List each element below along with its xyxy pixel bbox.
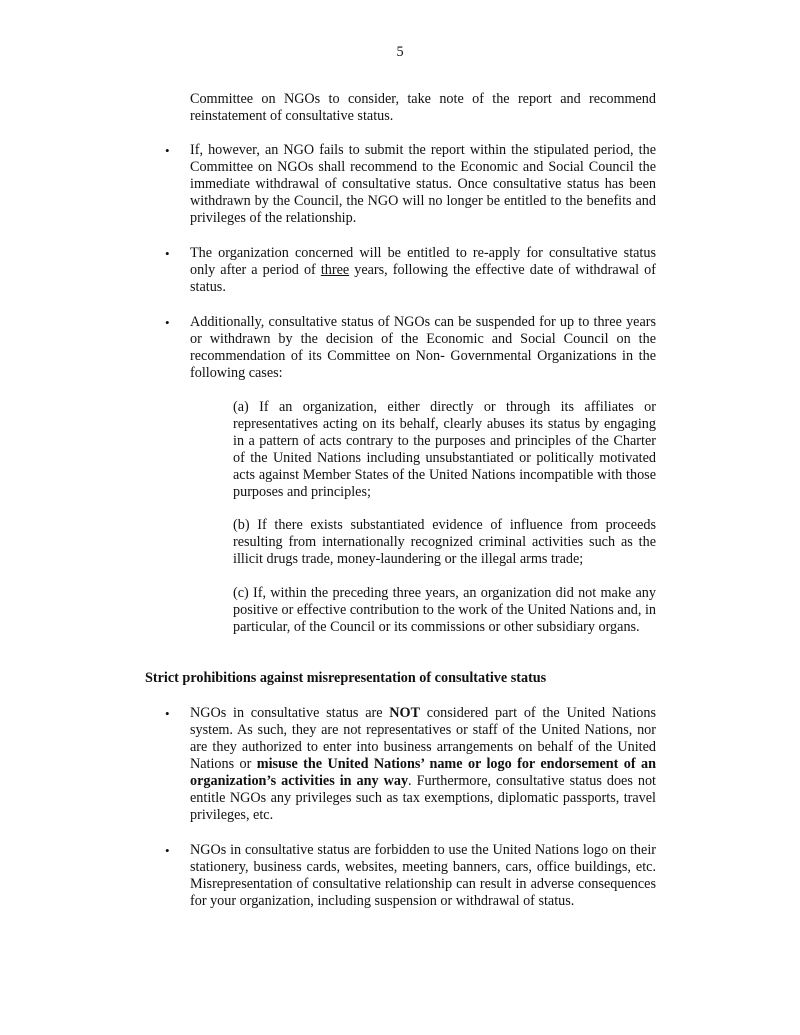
reapply-underlined-three: three (320, 262, 350, 278)
prohibition-text: . Furthermore, consultative status does not entitle NGOs any privileges such as tax exemptions, diplomatic passports, travel privileges, etc. (190, 773, 656, 823)
bullet-icon: • (165, 246, 170, 261)
bullet-icon: • (165, 143, 170, 158)
bullet-not-part-of-un (190, 705, 656, 824)
sub-item-b: (b) If there exists substantiated evidence of influence from proceeds resulting from internationally recognized criminal activities such as the illicit drugs trade, money-laundering or the illegal arms trade; (233, 517, 656, 567)
prohibition-text: NGOs in consultative status are (190, 705, 390, 721)
bullet-icon: • (165, 706, 170, 721)
page-number: 5 (396, 44, 404, 60)
bullet-icon: • (165, 315, 170, 330)
sub-item-a: (a) If an organization, either directly or through its affiliates or representatives acting on its behalf, clearly abuses its status by engaging in a pattern of acts contrary to the purposes and principles of the Charter of the United Nations including unsubstantiated or politically motivated acts against Member States of the United Nations incompatible with those purposes and principles; (233, 399, 656, 500)
prohibition-bold-misuse: misuse the United Nations’ name or logo for endorsement of an organization’s activities in any way (190, 756, 656, 789)
intro-paragraph: Committee on NGOs to consider, take note of the report and recommend reinstatement of consultative status. (190, 91, 656, 124)
bullet-suspension: Additionally, consultative status of NGOs can be suspended for up to three years or withdrawn by the decision of the Economic and Social Council on the recommendation of its Committee on Non- Governmental Organizations in the following cases: (190, 314, 656, 381)
reapply-text-before: The organization concerned will be entitled to re-apply for consultative status only after a period of (190, 245, 656, 278)
prohibition-text: considered part of the United Nations system. As such, they are not representatives or staff of the United Nations, nor are they authorized to enter into business arrangements on behalf of the United Nations or (190, 705, 656, 772)
bullet-reapply (190, 245, 656, 296)
bullet-icon: • (165, 843, 170, 858)
section-heading: Strict prohibitions against misrepresentation of consultative status (145, 670, 547, 686)
prohibition-bold-not: NOT (389, 705, 421, 721)
reapply-text-after: years, following the effective date of withdrawal of status. (190, 262, 656, 295)
bullet-logo-forbidden: NGOs in consultative status are forbidden to use the United Nations logo on their stationery, business cards, websites, meeting banners, cars, office buildings, etc. Misrepresentation of consultative relationship can result in adverse consequences for your organization, including suspension or withdrawal of status. (190, 842, 656, 909)
bullet-withdrawal: If, however, an NGO fails to submit the report within the stipulated period, the Committee on NGOs shall recommend to the Economic and Social Council the immediate withdrawal of consultative status. Once consultative status has been withdrawn by the Council, the NGO will no longer be entitled to the benefits and privileges of the relationship. (190, 142, 656, 226)
sub-item-c: (c) If, within the preceding three years, an organization did not make any positive or effective contribution to the work of the United Nations and, in particular, of the Council or its commissions or other subsidiary organs. (233, 585, 656, 635)
